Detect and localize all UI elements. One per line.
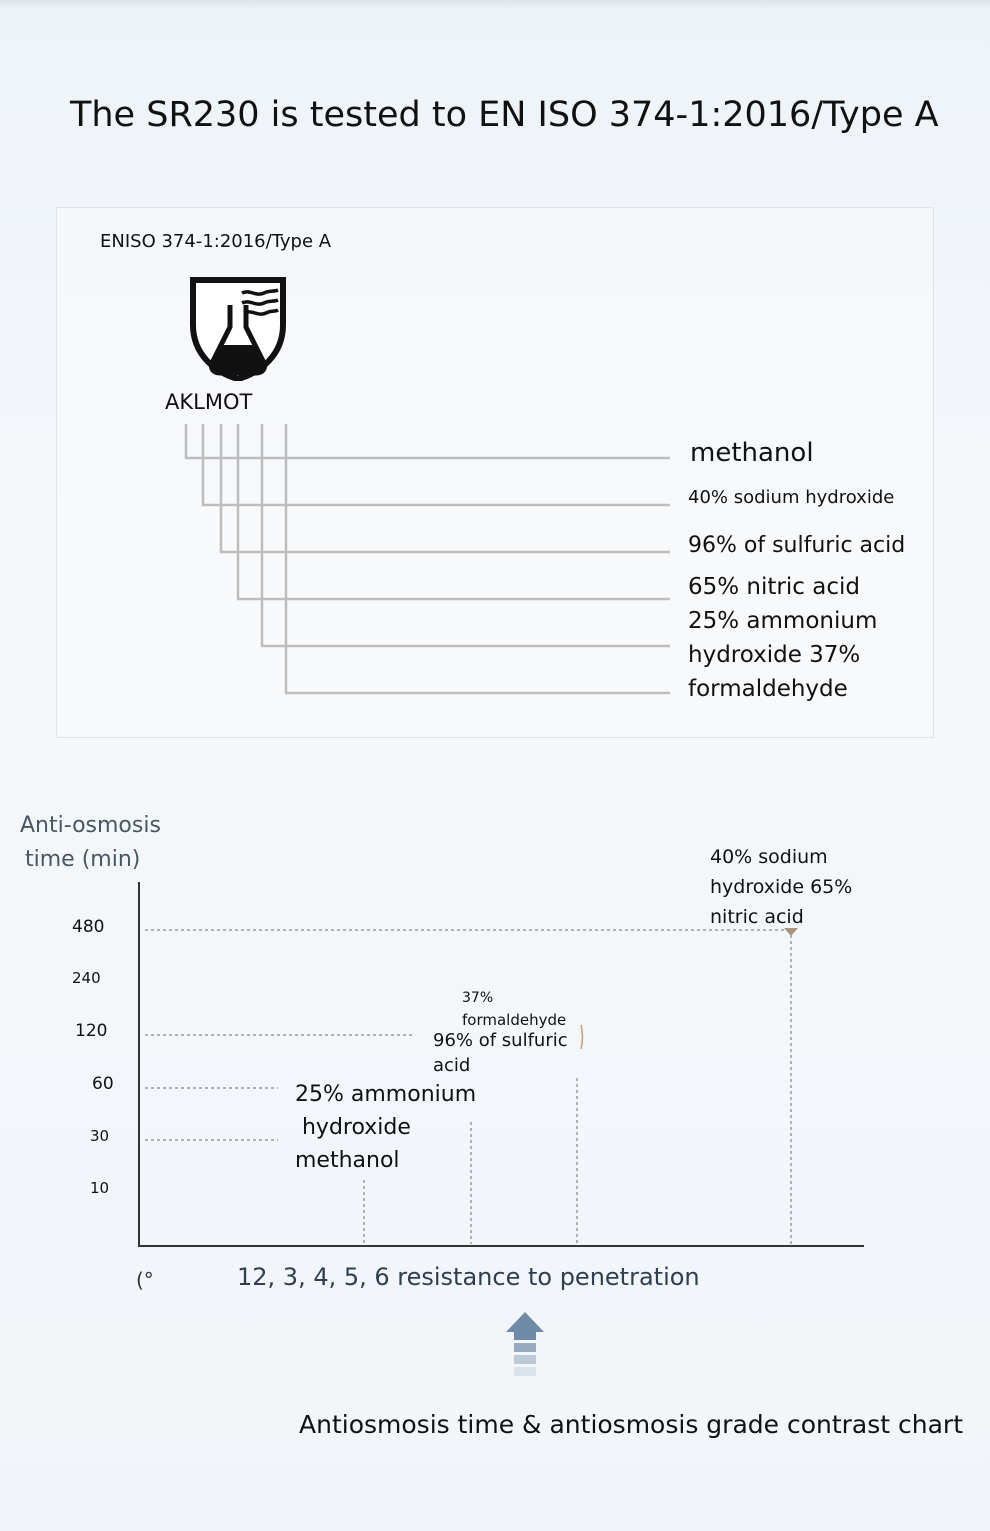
- annotation-ammonium-line3: methanol: [295, 1148, 400, 1173]
- annotation-sodium-line1: 40% sodium: [710, 846, 828, 868]
- annotation-sodium-line3: nitric acid: [710, 906, 804, 928]
- chart-ylabel-line1: Anti-osmosis: [20, 813, 161, 838]
- chemical-label-formaldehyde: formaldehyde: [688, 676, 848, 702]
- y-tick-10: 10: [90, 1179, 110, 1197]
- point-marker-120: [581, 1025, 583, 1049]
- annotation-formaldehyde-line2: formaldehyde: [462, 1011, 567, 1029]
- chemical-label-sodium-hydroxide: 40% sodium hydroxide: [688, 487, 895, 508]
- y-tick-30: 30: [90, 1127, 110, 1145]
- chart-ylabel-line2: time (min): [25, 847, 141, 872]
- y-tick-240: 240: [72, 969, 101, 987]
- up-arrow-icon: [506, 1312, 544, 1378]
- annotation-sulfuric-line2: acid: [433, 1055, 471, 1076]
- annotation-sodium-line2: hydroxide 65%: [710, 876, 853, 898]
- annotation-sulfuric-line1: 96% of sulfuric: [433, 1030, 568, 1051]
- chart-caption: Antiosmosis time & antiosmosis grade contrast chart: [299, 1410, 964, 1439]
- annotation-ammonium-line1: 25% ammonium: [295, 1082, 477, 1107]
- y-tick-60: 60: [92, 1074, 114, 1094]
- annotation-formaldehyde-line1: 37%: [462, 990, 494, 1006]
- chart-xlabel: 12, 3, 4, 5, 6 resistance to penetration: [237, 1263, 700, 1291]
- standard-label: ENISO 374-1:2016/Type A: [100, 231, 332, 252]
- x-origin-label: (°: [136, 1268, 154, 1292]
- chemical-label-methanol: methanol: [690, 438, 814, 468]
- annotation-ammonium-line2: hydroxide: [295, 1115, 411, 1140]
- page-title: The SR230 is tested to EN ISO 374-1:2016/Type A: [70, 95, 939, 135]
- y-tick-480: 480: [72, 917, 105, 937]
- chemical-label-sulfuric-acid: 96% of sulfuric acid: [688, 533, 906, 558]
- resistance-code: AKLMOT: [165, 390, 253, 414]
- chemical-label-ammonium: 25% ammonium: [688, 608, 878, 634]
- point-marker-480: [784, 928, 798, 936]
- chemical-label-nitric-acid: 65% nitric acid: [688, 574, 860, 600]
- y-tick-120: 120: [75, 1021, 108, 1041]
- chemical-label-hydroxide: hydroxide 37%: [688, 642, 861, 668]
